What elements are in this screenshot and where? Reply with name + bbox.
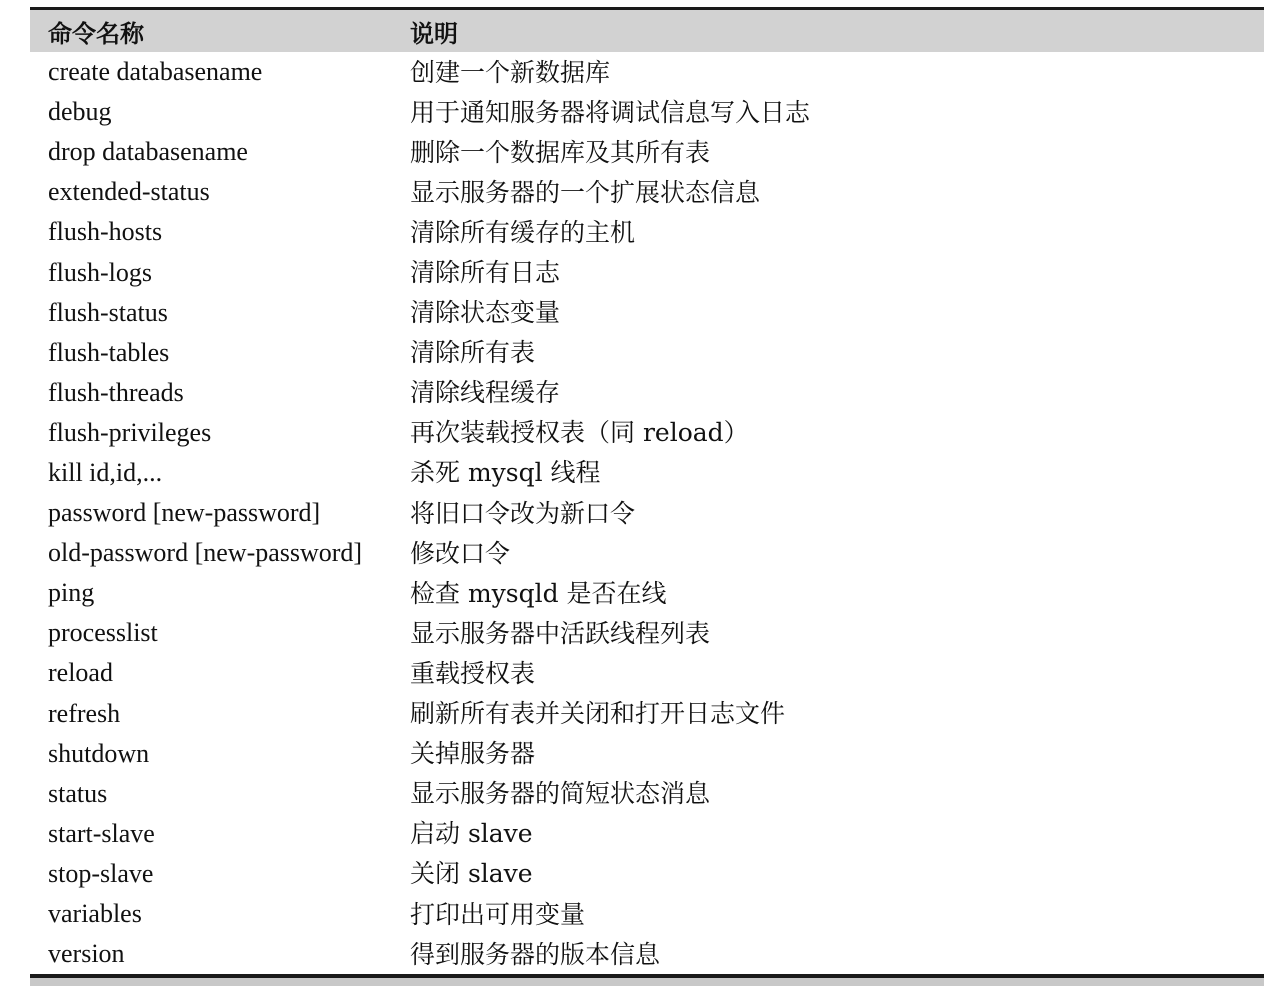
description-cell: 显示服务器的一个扩展状态信息 <box>410 177 761 207</box>
command-cell: flush-logs <box>48 257 152 287</box>
command-cell: processlist <box>48 618 158 648</box>
description-cell: 打印出可用变量 <box>410 899 586 929</box>
table-row <box>30 814 1264 854</box>
table-row <box>30 92 1264 132</box>
command-cell: old-password [new-password] <box>48 538 363 568</box>
header-description: 说明 <box>410 19 458 48</box>
description-cell: 清除所有缓存的主机 <box>410 217 636 247</box>
command-cell: status <box>48 778 108 808</box>
command-cell: reload <box>48 658 113 688</box>
description-cell: 显示服务器的简短状态消息 <box>410 779 711 809</box>
description-cell: 清除线程缓存 <box>410 378 561 408</box>
description-cell: 检查 mysqld 是否在线 <box>410 578 667 608</box>
command-cell: debug <box>48 97 112 127</box>
description-cell: 关闭 slave <box>410 859 533 889</box>
command-cell: flush-tables <box>48 337 170 367</box>
description-cell: 关掉服务器 <box>410 739 536 769</box>
description-cell: 用于通知服务器将调试信息写入日志 <box>410 97 811 127</box>
description-cell: 再次装载授权表（同 reload） <box>410 418 749 448</box>
table-row <box>30 453 1264 493</box>
description-cell: 清除所有日志 <box>410 258 561 288</box>
table-row <box>30 413 1264 453</box>
command-table <box>30 7 1264 986</box>
description-cell: 清除所有表 <box>410 338 536 368</box>
command-cell: drop databasename <box>48 137 248 167</box>
command-cell: start-slave <box>48 818 155 848</box>
description-cell: 清除状态变量 <box>410 298 561 328</box>
table-row <box>30 573 1264 613</box>
table-row <box>30 774 1264 814</box>
description-cell: 将旧口令改为新口令 <box>410 498 636 528</box>
command-cell: kill id,id,... <box>48 457 163 487</box>
table-row <box>30 493 1264 533</box>
table-row <box>30 653 1264 693</box>
table-row <box>30 252 1264 292</box>
command-cell: flush-status <box>48 297 168 327</box>
table-body <box>30 52 1264 974</box>
table-row <box>30 333 1264 373</box>
table-row <box>30 854 1264 894</box>
table-row <box>30 734 1264 774</box>
command-cell: flush-privileges <box>48 417 212 447</box>
description-cell: 重载授权表 <box>410 658 536 688</box>
command-cell: variables <box>48 899 142 929</box>
table-row <box>30 373 1264 413</box>
description-cell: 得到服务器的版本信息 <box>410 939 661 969</box>
command-cell: refresh <box>48 698 121 728</box>
description-cell: 显示服务器中活跃线程列表 <box>410 618 711 648</box>
description-cell: 启动 slave <box>410 819 533 849</box>
table-row <box>30 132 1264 172</box>
table-row <box>30 172 1264 212</box>
command-cell: extended-status <box>48 177 210 207</box>
table-row <box>30 894 1264 934</box>
command-cell: version <box>48 939 125 969</box>
command-cell: shutdown <box>48 738 150 768</box>
description-cell: 创建一个新数据库 <box>410 57 611 87</box>
command-cell: password [new-password] <box>48 498 321 528</box>
table-header <box>30 10 1264 52</box>
table-row <box>30 533 1264 573</box>
description-cell: 杀死 mysql 线程 <box>410 458 601 488</box>
command-cell: flush-hosts <box>48 217 163 247</box>
table-row <box>30 694 1264 734</box>
description-cell: 刷新所有表并关闭和打开日志文件 <box>410 699 786 729</box>
command-cell: create databasename <box>48 57 263 87</box>
command-cell: stop-slave <box>48 858 154 888</box>
table-row <box>30 934 1264 974</box>
header-command: 命令名称 <box>48 19 144 48</box>
table-row <box>30 212 1264 252</box>
table-row <box>30 52 1264 92</box>
command-cell: ping <box>48 578 95 608</box>
description-cell: 修改口令 <box>410 538 511 568</box>
table-row <box>30 613 1264 653</box>
table-row <box>30 293 1264 333</box>
table-shadow-rule <box>30 978 1264 986</box>
description-cell: 删除一个数据库及其所有表 <box>410 137 711 167</box>
command-cell: flush-threads <box>48 377 184 407</box>
